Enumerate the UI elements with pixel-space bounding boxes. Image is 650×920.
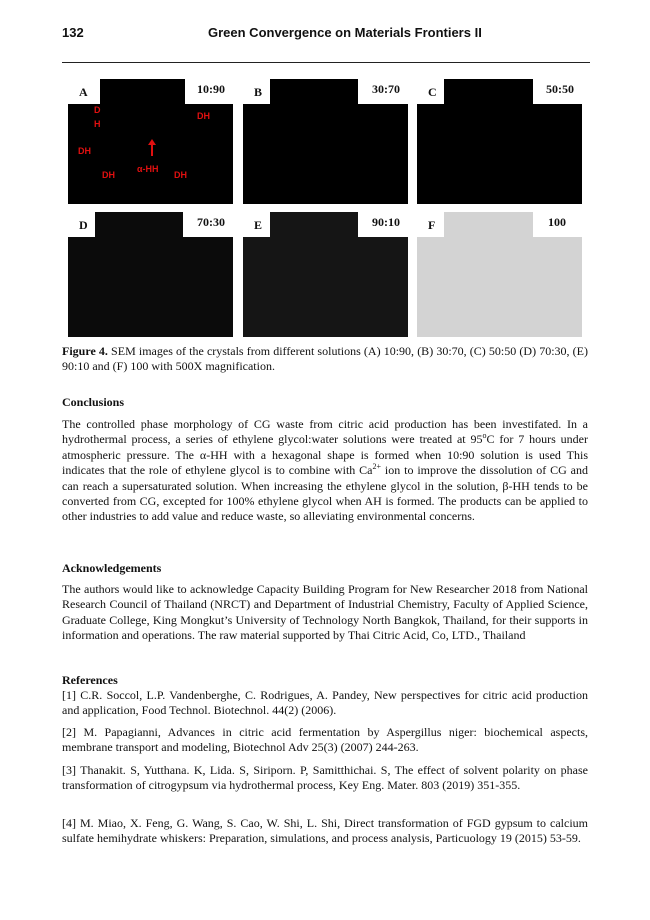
annotation-h: H — [94, 119, 101, 129]
panel-ratio: 70:30 — [197, 215, 225, 229]
panel-letter: E — [254, 218, 263, 232]
annotation-d: D — [94, 105, 101, 115]
annotation-dh: DH — [197, 111, 210, 121]
conclusions-text-1: The controlled phase morphology of CG waste from citric acid production has been investifated. In a hydrothermal process, a series of ethylene glycol:water solutions were treated at 95 — [62, 417, 588, 447]
reference-item: [2] M. Papagianni, Advances in citric acid fermentation by Aspergillus niger: biochemical aspects, membrane transport and modeling, Biotechnol Adv 25(3) (2007) 244-263. — [62, 725, 588, 755]
panel-ratio: 30:70 — [372, 82, 400, 96]
sem-image-f — [417, 237, 582, 337]
superscript: o — [482, 431, 487, 441]
sem-image-a-top — [100, 79, 185, 104]
acknowledgements-paragraph: The authors would like to acknowledge Capacity Building Program for New Researcher 2018 from National Research Council of Thailand (NRCT) and Department of Industrial Chemistry, Faculty of Applied Science, Graduate College, King Mongkut’s University of Technology North Bangkok, Thailand, for their supports in information and operations. The raw material supported by Thai Citric Acid, Co, LTD., Thailand — [62, 582, 588, 643]
sem-image-e-top — [270, 212, 358, 237]
sem-image-f-top — [444, 212, 533, 237]
book-title: Green Convergence on Materials Frontiers II — [208, 25, 482, 40]
panel-ratio: 100 — [548, 215, 566, 229]
sem-panel-d — [68, 212, 233, 337]
annotation-dh: DH — [102, 170, 115, 180]
sem-image-d — [68, 237, 233, 337]
arrow-shaft — [151, 144, 153, 156]
panel-ratio: 90:10 — [372, 215, 400, 229]
running-header — [62, 25, 590, 43]
page-number: 132 — [62, 25, 84, 40]
conclusions-text-3: ion to improve the dissolution of CG and can reach a supersaturated solution. When increasing the ethylene glycol in the solution, β-HH tends to be converted from CG, excepted for 100% ethylene glycol when AH is formed. The products can be applied to other industries to add value and reduce waste, so alleviating environmental concerns. — [62, 463, 588, 524]
reference-item: [4] M. Miao, X. Feng, G. Wang, S. Cao, W. Shi, L. Shi, Direct transformation of FGD gypsum to calcium sulfate hemihydrate whiskers: Preparation, simulations, and process analysis, Particuology 19 (2015) 53-59. — [62, 816, 588, 846]
panel-ratio: 50:50 — [546, 82, 574, 96]
sem-image-b-top — [270, 79, 358, 104]
sem-panel-f — [417, 212, 582, 337]
reference-item: [3] Thanakit. S, Yutthana. K, Lida. S, Siriporn. P, Samitthichai. S, The effect of solvent polarity on phase transformation of citrogypsum via hydrothermal process, Key Eng. Mater. 803 (2019) 351-355. — [62, 763, 588, 793]
caption-label: Figure 4. — [62, 344, 108, 358]
panel-letter: B — [254, 85, 263, 99]
sem-image-d-top — [95, 212, 183, 237]
panel-letter: C — [428, 85, 437, 99]
superscript: 2+ — [372, 462, 382, 472]
panel-letter: F — [428, 218, 436, 232]
caption-text: SEM images of the crystals from different solutions (A) 10:90, (B) 30:70, (C) 50:50 (D) 70:30, (E) 90:10 and (F) 100 with 500X magnification. — [62, 344, 589, 374]
header-rule — [62, 62, 590, 63]
section-heading-conclusions: Conclusions — [62, 395, 125, 409]
sem-panel-a — [68, 79, 233, 204]
conclusions-paragraph — [62, 417, 588, 525]
sem-panel-e — [243, 212, 408, 337]
section-heading-references: References — [62, 673, 118, 687]
annotation-dh: DH — [174, 170, 187, 180]
panel-letter: A — [79, 85, 88, 99]
annotation-alpha-hh: α-HH — [137, 164, 159, 174]
annotation-dh: DH — [78, 146, 91, 156]
sem-panel-b — [243, 79, 408, 204]
section-heading-acknowledgements: Acknowledgements — [62, 561, 162, 575]
sem-image-e — [243, 237, 408, 337]
sem-image-c — [417, 104, 582, 204]
figure-caption — [62, 344, 588, 375]
sem-image-b — [243, 104, 408, 204]
panel-letter: D — [79, 218, 88, 232]
reference-item: [1] C.R. Soccol, L.P. Vandenberghe, C. Rodrigues, A. Pandey, New perspectives for citric acid production and application, Food Technol. Biotechnol. 44(2) (2006). — [62, 688, 588, 718]
sem-panel-c — [417, 79, 582, 204]
sem-image-c-top — [444, 79, 533, 104]
panel-ratio: 10:90 — [197, 82, 225, 96]
conclusions-text-2: C for 7 hours under atmospheric pressure. The α-HH with a hexagonal shape is formed when 10:90 solution is used This indicates that the role of ethylene glycol is to combine with Ca — [62, 432, 588, 478]
